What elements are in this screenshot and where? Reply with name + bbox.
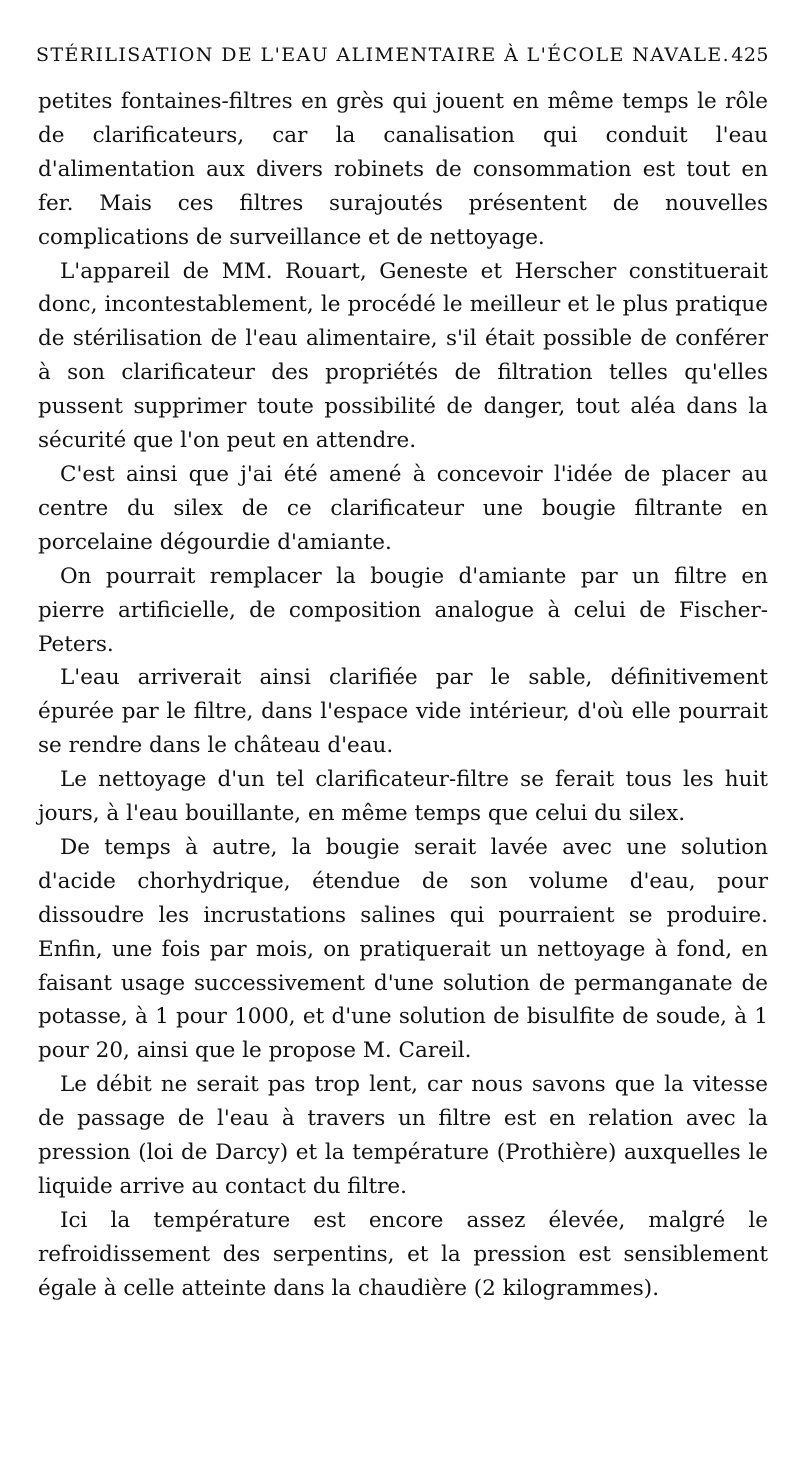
body-text xyxy=(38,85,768,1306)
running-head xyxy=(36,44,769,66)
paragraph: C'est ainsi que j'ai été amené à concevoir l'idée de placer au centre du silex de ce clarificateur une bougie filtrante en porcelaine dégourdie d'amiante. xyxy=(38,461,768,555)
running-title: STÉRILISATION DE L'EAU ALIMENTAIRE À L'ÉCOLE NAVALE. xyxy=(36,44,731,66)
page-number: 425 xyxy=(731,44,769,66)
paragraph: On pourrait remplacer la bougie d'amiante par un filtre en pierre artificielle, de composition analogue à celui de Fischer-Peters. xyxy=(38,563,768,657)
paragraph: L'appareil de MM. Rouart, Geneste et Herscher constituerait donc, incontestablement, le procédé le meilleur et le plus pratique de stérilisation de l'eau alimentaire, s'il était possible de conférer à son clarificateur des propriétés de filtration telles qu'elles pussent supprimer toute possibilité de danger, tout aléa dans la sécurité que l'on peut en attendre. xyxy=(38,258,768,454)
paragraph: Ici la température est encore assez élevée, malgré le refroidissement des serpentins, et la pression est sensiblement égale à celle atteinte dans la chaudière (2 kilogrammes). xyxy=(38,1207,768,1301)
paragraph: Le débit ne serait pas trop lent, car nous savons que la vitesse de passage de l'eau à travers un filtre est en relation avec la pression (loi de Darcy) et la température (Prothière) auxquelles le liquide arrive au contact du filtre. xyxy=(38,1072,768,1199)
paragraph: L'eau arriverait ainsi clarifiée par le sable, définitivement épurée par le filtre, dans l'espace vide intérieur, d'où elle pourrait se rendre dans le château d'eau. xyxy=(38,665,768,759)
paragraph: petites fontaines-filtres en grès qui jouent en même temps le rôle de clarificateurs, car la canalisation qui conduit l'eau d'alimentation aux divers robinets de consommation est tout en fer. Mais ces filtres surajoutés présentent de nouvelles complications de surveillance et de nettoyage. xyxy=(38,89,768,250)
paragraph: Le nettoyage d'un tel clarificateur-filtre se ferait tous les huit jours, à l'eau bouillante, en même temps que celui du silex. xyxy=(38,767,768,827)
paragraph: De temps à autre, la bougie serait lavée avec une solution d'acide chorhydrique, étendue de son volume d'eau, pour dissoudre les incrustations salines qui pourraient se produire. Enfin, une fois par mois, on pratiquerait un nettoyage à fond, en faisant usage successivement d'une solution de permanganate de potasse, à 1 pour 1000, et d'une solution de bisulfite de soude, à 1 pour 20, ainsi que le propose M. Careil. xyxy=(38,834,768,1064)
